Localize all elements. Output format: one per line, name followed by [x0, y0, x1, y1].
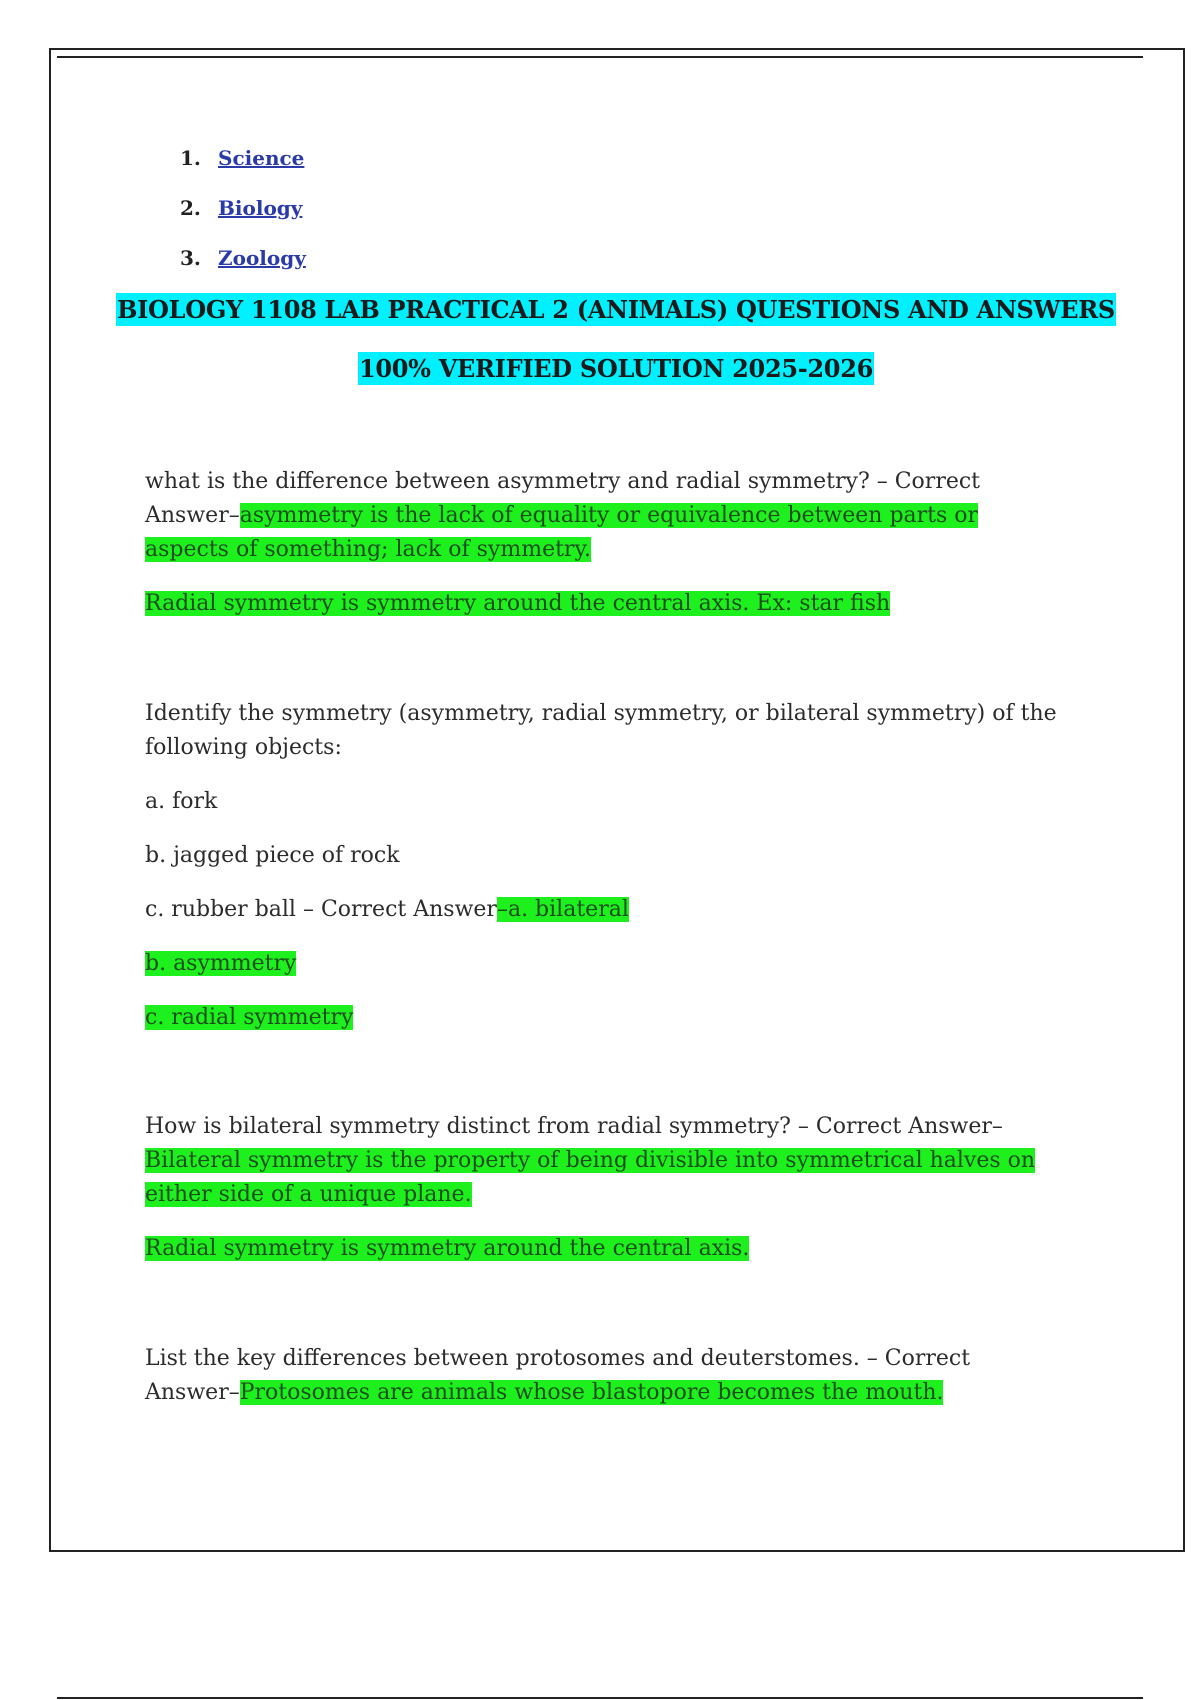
question-text: Identify the symmetry (asymmetry, radial symmetry, or bilateral symmetry) of the following objects: — [145, 701, 1057, 760]
qa-block-2 — [145, 697, 1065, 1055]
breadcrumb-link-zoology[interactable]: Zoology — [218, 246, 306, 270]
breadcrumb-item — [180, 143, 306, 193]
answer-highlight: Radial symmetry is symmetry around the central axis. Ex: star fish — [145, 591, 891, 616]
qa-paragraph — [145, 1232, 1065, 1266]
answer-highlight: c. radial symmetry — [145, 1005, 354, 1030]
list-item: c. rubber ball – Correct Answer — [145, 897, 497, 922]
answer-highlight: asymmetry is the lack of equality or equivalence between parts or aspects of something; lack of symmetry. — [145, 503, 979, 562]
qa-block-1 — [145, 465, 1065, 641]
breadcrumb-link-science[interactable]: Science — [218, 146, 305, 170]
answer-highlight: –a. bilateral — [496, 897, 629, 922]
answer-highlight: Protosomes are animals whose blastopore becomes the mouth. — [239, 1380, 944, 1405]
breadcrumb — [180, 143, 306, 293]
qa-paragraph — [145, 465, 1065, 567]
breadcrumb-number: 3. — [180, 246, 201, 270]
list-item: b. jagged piece of rock — [145, 843, 400, 868]
breadcrumb-item — [180, 243, 306, 293]
bottom-rule — [57, 1697, 1143, 1699]
breadcrumb-item — [180, 193, 306, 243]
top-rule — [57, 56, 1143, 58]
qa-paragraph — [145, 1001, 1065, 1035]
answer-highlight: Bilateral symmetry is the property of being divisible into symmetrical halves on either side of a unique plane. — [145, 1148, 1036, 1207]
qa-paragraph — [145, 1342, 1065, 1410]
qa-paragraph — [145, 893, 1065, 927]
title-highlight: BIOLOGY 1108 LAB PRACTICAL 2 (ANIMALS) QUESTIONS AND ANSWERS — [117, 295, 1115, 324]
breadcrumb-link-biology[interactable]: Biology — [218, 196, 303, 220]
answer-highlight: Radial symmetry is symmetry around the central axis. — [145, 1236, 750, 1261]
question-text: How is bilateral symmetry distinct from radial symmetry? – Correct Answer– — [145, 1114, 1003, 1139]
breadcrumb-number: 1. — [180, 146, 201, 170]
qa-paragraph — [145, 587, 1065, 621]
qa-paragraph — [145, 1110, 1065, 1212]
breadcrumb-number: 2. — [180, 196, 201, 220]
qa-block-3 — [145, 1110, 1065, 1286]
answer-highlight: b. asymmetry — [145, 951, 297, 976]
qa-block-4 — [145, 1342, 1065, 1430]
question-text: what is the difference between asymmetry and radial symmetry? – Correct Answer– — [145, 469, 981, 528]
list-item: a. fork — [145, 789, 218, 814]
title-highlight: 100% VERIFIED SOLUTION 2025-2026 — [358, 354, 874, 383]
question-text: List the key differences between protosomes and deuterstomes. – Correct Answer– — [145, 1346, 971, 1405]
qa-paragraph — [145, 947, 1065, 981]
document-title-line-1 — [60, 295, 1172, 324]
document-title-line-2 — [60, 354, 1172, 383]
